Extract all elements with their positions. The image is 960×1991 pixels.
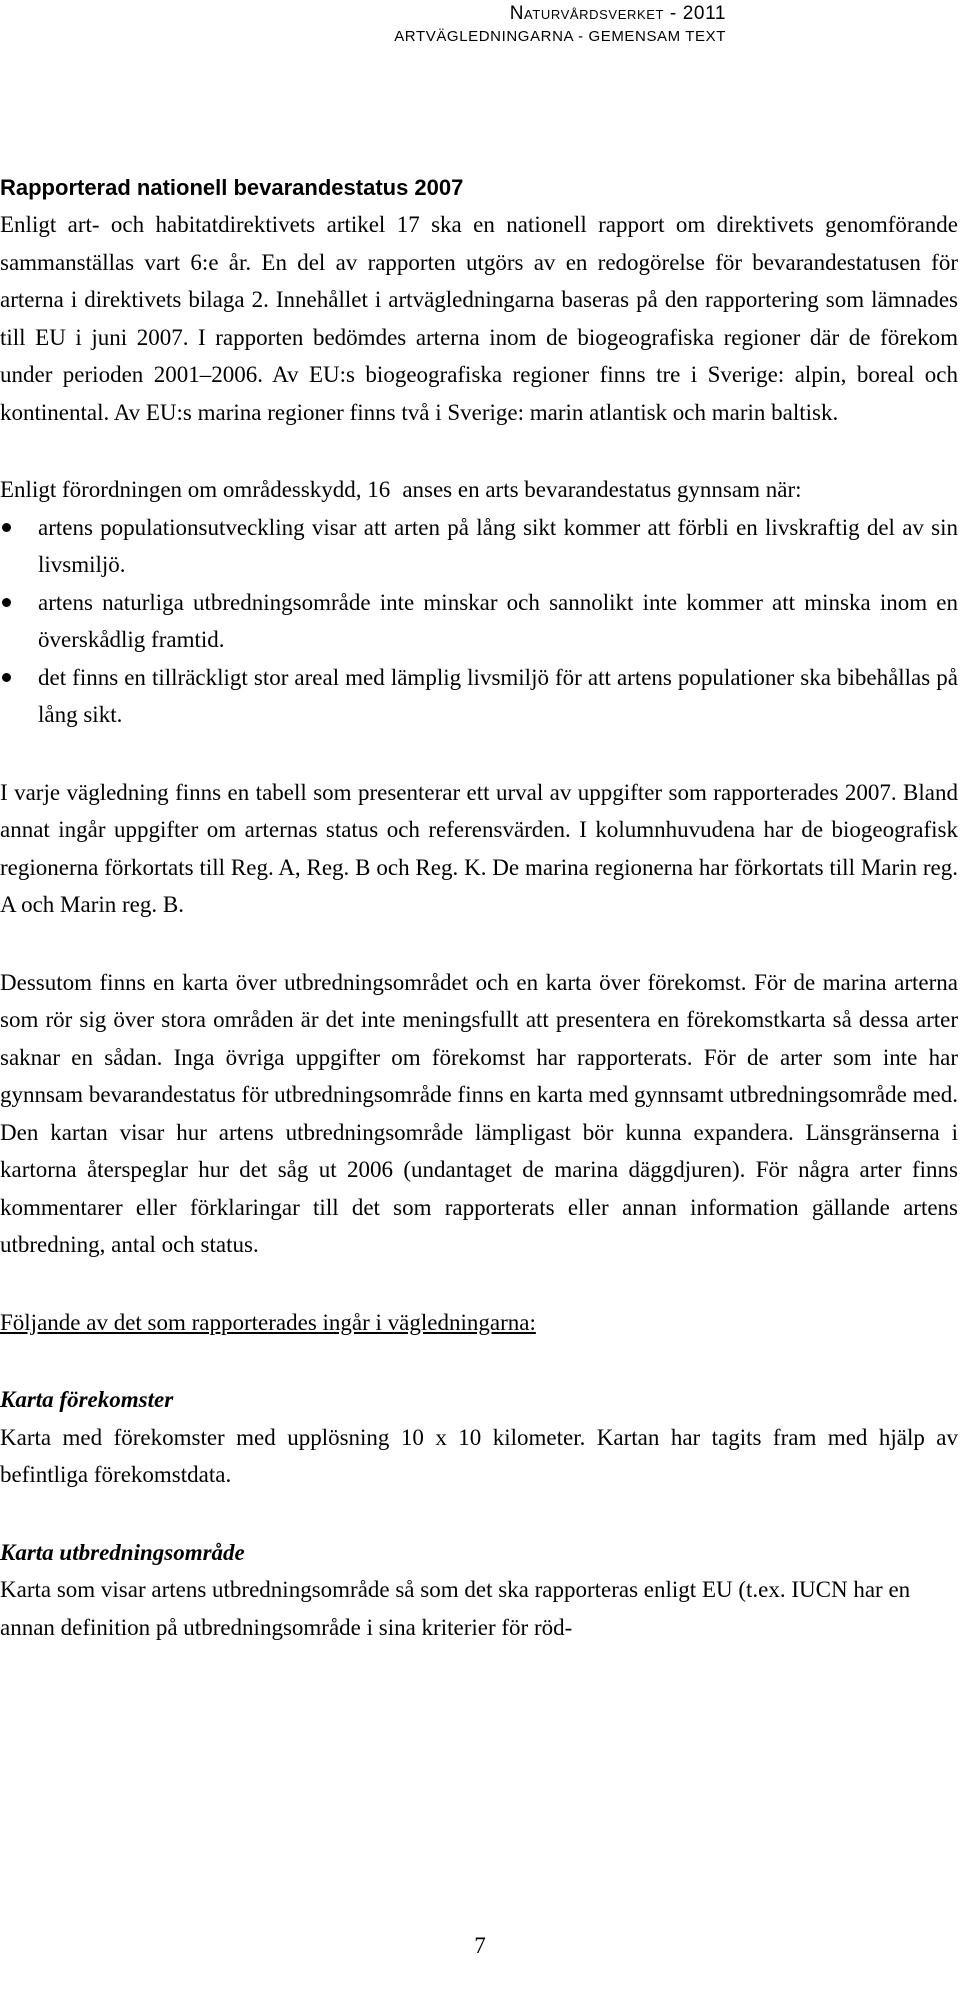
list-item-text: artens naturliga utbredningsområde inte minskar och sannolikt inte kommer att minska inom en överskådlig framtid. — [38, 589, 958, 652]
bullet-icon — [2, 598, 11, 607]
list-item — [0, 659, 958, 734]
bullet-icon — [2, 673, 11, 682]
criteria-list — [0, 509, 958, 734]
section-heading: Rapporterad nationell bevarandestatus 2007 — [0, 175, 464, 200]
header-document-title: ARTVÄGLEDNINGARNA - GEMENSAM TEXT — [394, 28, 726, 45]
document-body — [0, 170, 958, 1646]
underlined-heading: Följande av det som rapporterades ingår i vägledningarna: — [0, 1309, 536, 1335]
page-header — [394, 2, 726, 48]
list-item — [0, 584, 958, 659]
criteria-intro-before: Enligt förordningen om områdesskydd, 16 — [0, 477, 391, 502]
paragraph-range-map: Karta som visar artens utbredningsområde så som det ska rapporteras enligt EU (t.ex. IUCN har en annan definition på utbredningsområde i sina kriterier för röd- — [0, 1577, 911, 1640]
subheading-range-map: Karta utbredningsområde — [0, 1539, 245, 1565]
subheading-occurrence-map: Karta förekomster — [0, 1387, 174, 1412]
paragraph-maps-description: Dessutom finns en karta över utbredningsområdet och en karta över förekomst. För de marina arterna som rör sig över stora områden är det inte meningsfullt att presentera en förekomstkarta så dessa arter saknar en sådan. Inga övriga uppgifter om förekomst har rapporterats. För de arter som inte har gynnsam bevarandestatus för utbredningsområde finns en karta med gynnsamt utbredningsområde med. Den kartan visar hur artens utbredningsområde lämpligast bör kunna expandera. Länsgränserna i kartorna återspeglar hur det såg ut 2006 (undantaget de marina däggdjuren). För några arter finns kommentarer eller förklaringar till det som rapporterats eller annan information gällande artens utbredning, antal och status. — [0, 969, 958, 1257]
bullet-icon — [2, 523, 11, 532]
paragraph-criteria-intro — [0, 471, 958, 509]
criteria-intro-after: anses en arts bevarandestatus gynnsam när: — [402, 477, 802, 502]
header-publisher: Naturvårdsverket - 2011 — [509, 3, 726, 24]
paragraph-reporting: Enligt art- och habitatdirektivets artikel 17 ska en nationell rapport om direktivets genomförande sammanställas vart 6:e år. En del av rapporten utgörs av en redogörelse för bevarandestatusen för arterna i direktivets bilaga 2. Innehållet i artvägledningarna baseras på den rapportering som lämnades till EU i juni 2007. I rapporten bedömdes arterna inom de biogeografiska regioner där de förekom under perioden 2001–2006. Av EU:s biogeografiska regioner finns tre i Sverige: alpin, boreal och kontinental. Av EU:s marina regioner finns två i Sverige: marin atlantisk och marin baltisk. — [0, 212, 958, 425]
page-number: 7 — [474, 1933, 486, 1958]
list-item-text: artens populationsutveckling visar att arten på lång sikt kommer att förbli en livskraftig del av sin livsmiljö. — [38, 514, 958, 577]
list-item — [0, 509, 958, 584]
paragraph-table-description: I varje vägledning finns en tabell som presenterar ett urval av uppgifter som rapporterades 2007. Bland annat ingår uppgifter om arternas status och referensvärden. I kolumnhuvudena har de biogeografisk regionerna förkortats till Reg. A, Reg. B och Reg. K. De marina regionerna har förkortats till Marin reg. A och Marin reg. B. — [0, 779, 958, 917]
list-item-text: det finns en tillräckligt stor areal med lämplig livsmiljö för att artens populationer ska bibehållas på lång sikt. — [38, 664, 958, 727]
paragraph-occurrence-map: Karta med förekomster med upplösning 10 x 10 kilometer. Kartan har tagits fram med hjälp av befintliga förekomstdata. — [0, 1424, 958, 1487]
